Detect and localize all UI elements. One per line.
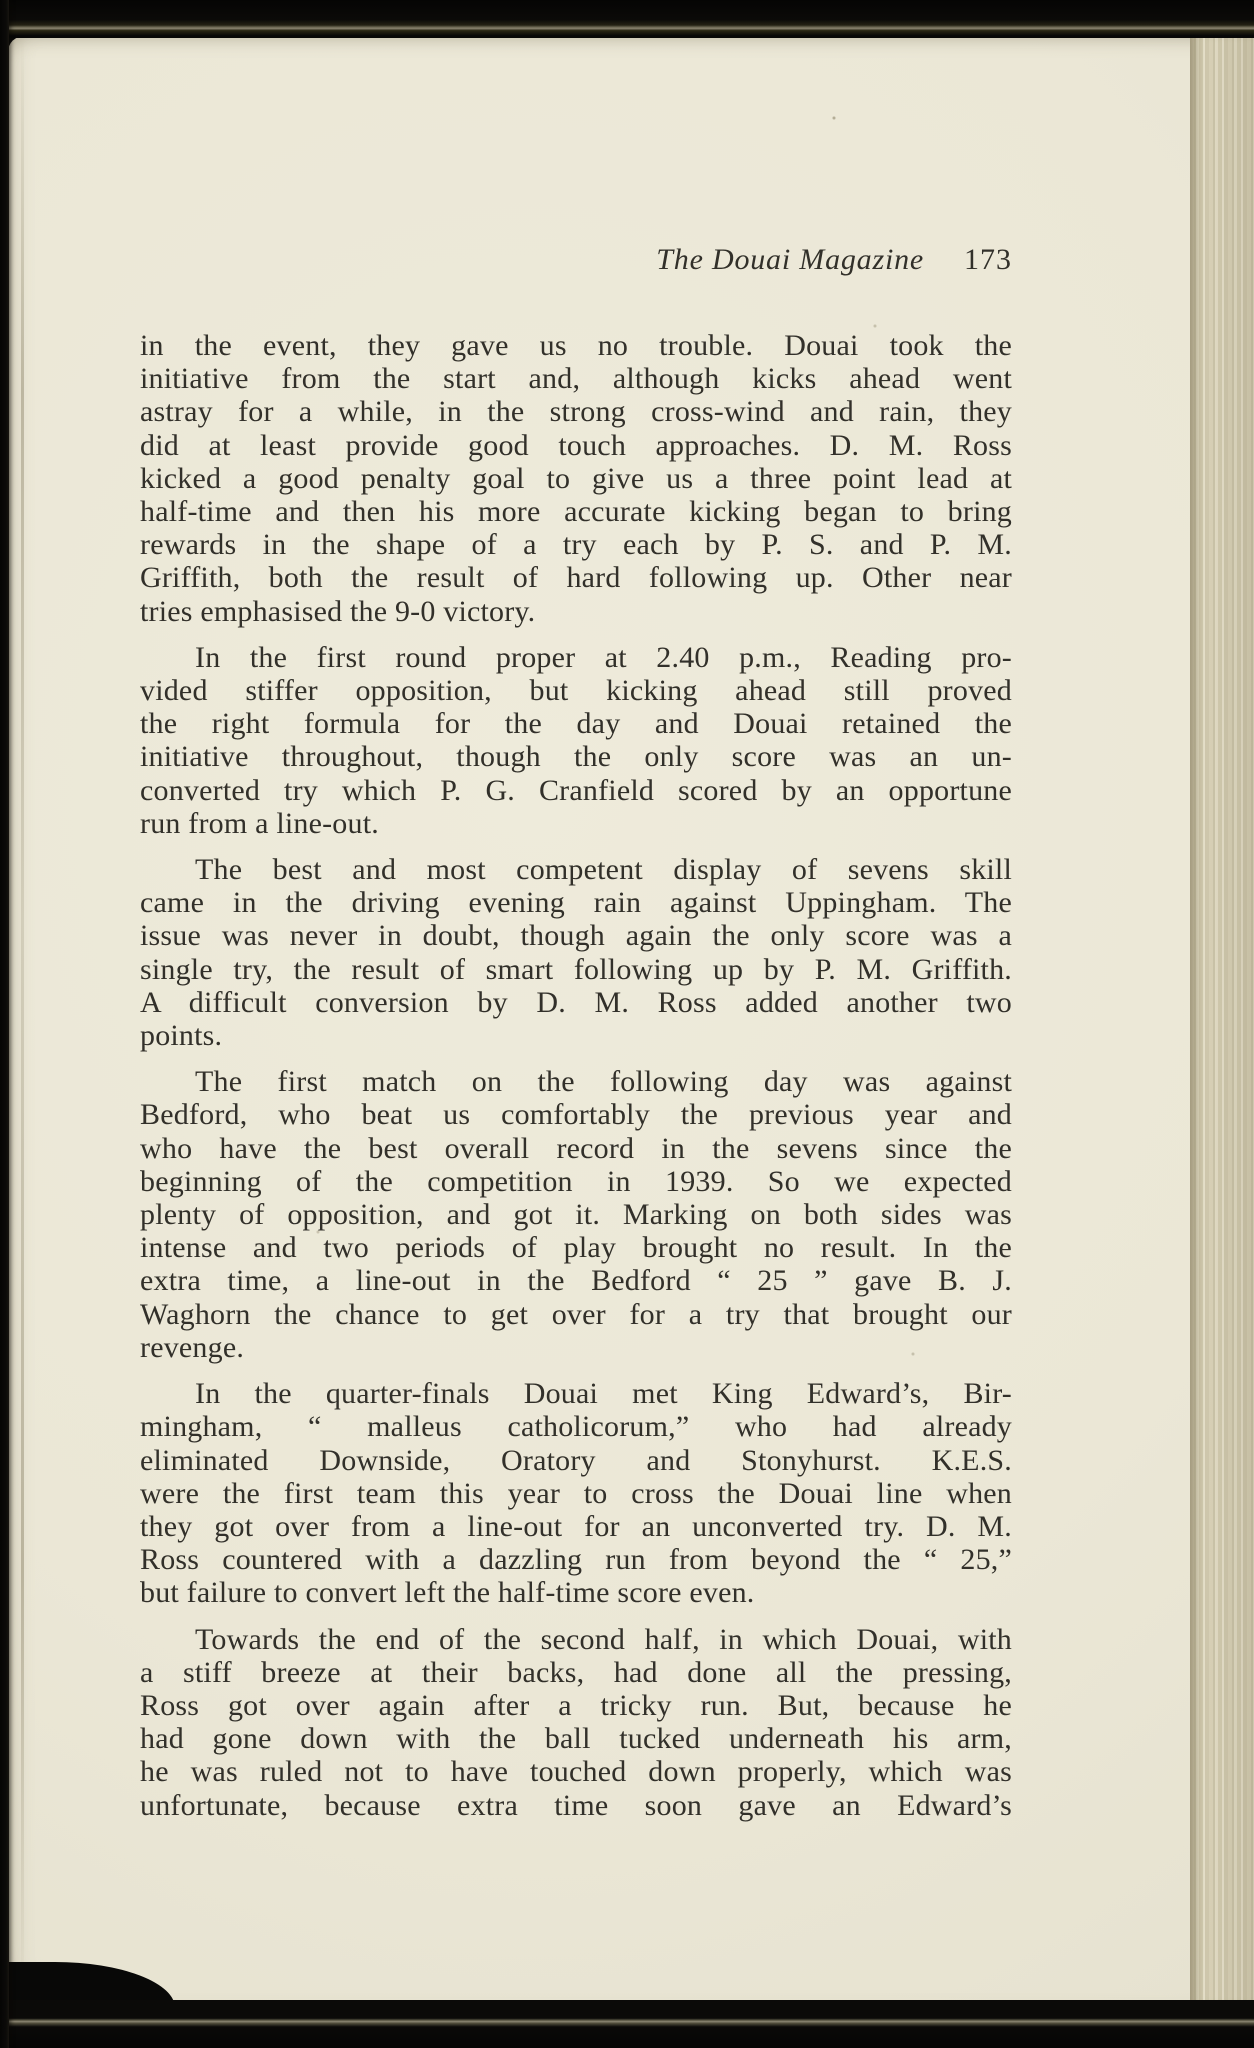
- text-line: the right formula for the day and Douai retained the: [140, 707, 1012, 741]
- paragraph: [140, 1377, 1012, 1609]
- running-header: [140, 242, 1012, 278]
- text-line: In the first round proper at 2.40 p.m., Reading pro-: [195, 640, 1012, 674]
- gutter-crease: [21, 36, 24, 2004]
- text-line: The best and most competent display of sevens skill: [195, 853, 1012, 887]
- text-line: initiative from the start and, although kicks ahead went: [140, 362, 1012, 396]
- text-line: intense and two periods of play brought no result. In the: [140, 1231, 1012, 1265]
- text-line: they got over from a line-out for an unconverted try. D. M.: [140, 1509, 1012, 1543]
- book-gutter-shadow: [0, 0, 9, 2048]
- text-line: tries emphasised the 9-0 victory.: [140, 594, 536, 628]
- text-line: came in the driving evening rain against Uppingham. The: [140, 886, 1012, 920]
- book-cover-top-edge: [0, 0, 1254, 38]
- text-line: eliminated Downside, Oratory and Stonyhurst. K.E.S.: [140, 1443, 1012, 1477]
- text-line: vided stiffer opposition, but kicking ahead still proved: [140, 674, 1012, 708]
- text-line: Waghorn the chance to get over for a try that brought our: [140, 1297, 1012, 1331]
- text-line: initiative throughout, though the only score was an un-: [140, 740, 1012, 774]
- text-line: revenge.: [140, 1330, 245, 1364]
- text-line: kicked a good penalty goal to give us a three point lead at: [140, 461, 1012, 495]
- text-line: rewards in the shape of a try each by P. S. and P. M.: [140, 528, 1012, 562]
- text-line: in the event, they gave us no trouble. Douai took the: [140, 329, 1012, 362]
- text-line: A difficult conversion by D. M. Ross added another two: [140, 985, 1012, 1019]
- paragraph: [140, 1065, 1012, 1364]
- text-line: Griffith, both the result of hard following up. Other near: [140, 561, 1012, 595]
- page-fore-edge: [1190, 36, 1254, 2004]
- paragraph: [140, 329, 1012, 628]
- text-line: Ross got over again after a tricky run. But, because he: [140, 1688, 1012, 1722]
- text-line: a stiff breeze at their backs, had done all the pressing,: [140, 1655, 1012, 1689]
- text-line: who have the best overall record in the sevens since the: [140, 1131, 1012, 1165]
- text-line: converted try which P. G. Cranfield scored by an opportune: [140, 773, 1012, 807]
- text-line: but failure to convert left the half-time score even.: [140, 1576, 755, 1610]
- text-line: did at least provide good touch approaches. D. M. Ross: [140, 428, 1012, 462]
- text-line: Bedford, who beat us comfortably the previous year and: [140, 1098, 1012, 1132]
- text-line: had gone down with the ball tucked underneath his arm,: [140, 1722, 1012, 1756]
- text-line: were the first team this year to cross the Douai line when: [140, 1476, 1012, 1510]
- page-body-text: [140, 329, 1012, 1835]
- magazine-page: [8, 36, 1254, 2004]
- page-number: 173: [964, 243, 1012, 276]
- paragraph: [140, 1623, 1012, 1822]
- text-line: plenty of opposition, and got it. Marking on both sides was: [140, 1198, 1012, 1232]
- text-line: In the quarter-finals Douai met King Edward’s, Bir-: [195, 1377, 1012, 1411]
- book-cover-bottom-edge: [0, 2000, 1254, 2048]
- paragraph: [140, 853, 1012, 1052]
- text-line: unfortunate, because extra time soon gave an Edward’s: [140, 1788, 1012, 1822]
- text-line: Towards the end of the second half, in which Douai, with: [195, 1622, 1012, 1656]
- text-line: points.: [140, 1019, 223, 1053]
- text-line: he was ruled not to have touched down properly, which was: [140, 1755, 1012, 1789]
- text-line: The first match on the following day was against: [195, 1065, 1012, 1099]
- text-line: run from a line-out.: [140, 806, 379, 840]
- text-line: extra time, a line-out in the Bedford “ 25 ” gave B. J.: [140, 1264, 1012, 1298]
- text-line: astray for a while, in the strong cross-wind and rain, they: [140, 395, 1012, 429]
- text-line: mingham, “ malleus catholicorum,” who had already: [140, 1410, 1012, 1444]
- paragraph: [140, 641, 1012, 840]
- text-line: beginning of the competition in 1939. So we expected: [140, 1164, 1012, 1198]
- text-line: single try, the result of smart following up by P. M. Griffith.: [140, 952, 1012, 986]
- text-line: issue was never in doubt, though again the only score was a: [140, 919, 1012, 953]
- journal-title: The Douai Magazine: [656, 243, 924, 276]
- text-line: Ross countered with a dazzling run from beyond the “ 25,”: [140, 1543, 1012, 1577]
- text-line: half-time and then his more accurate kicking began to bring: [140, 495, 1012, 529]
